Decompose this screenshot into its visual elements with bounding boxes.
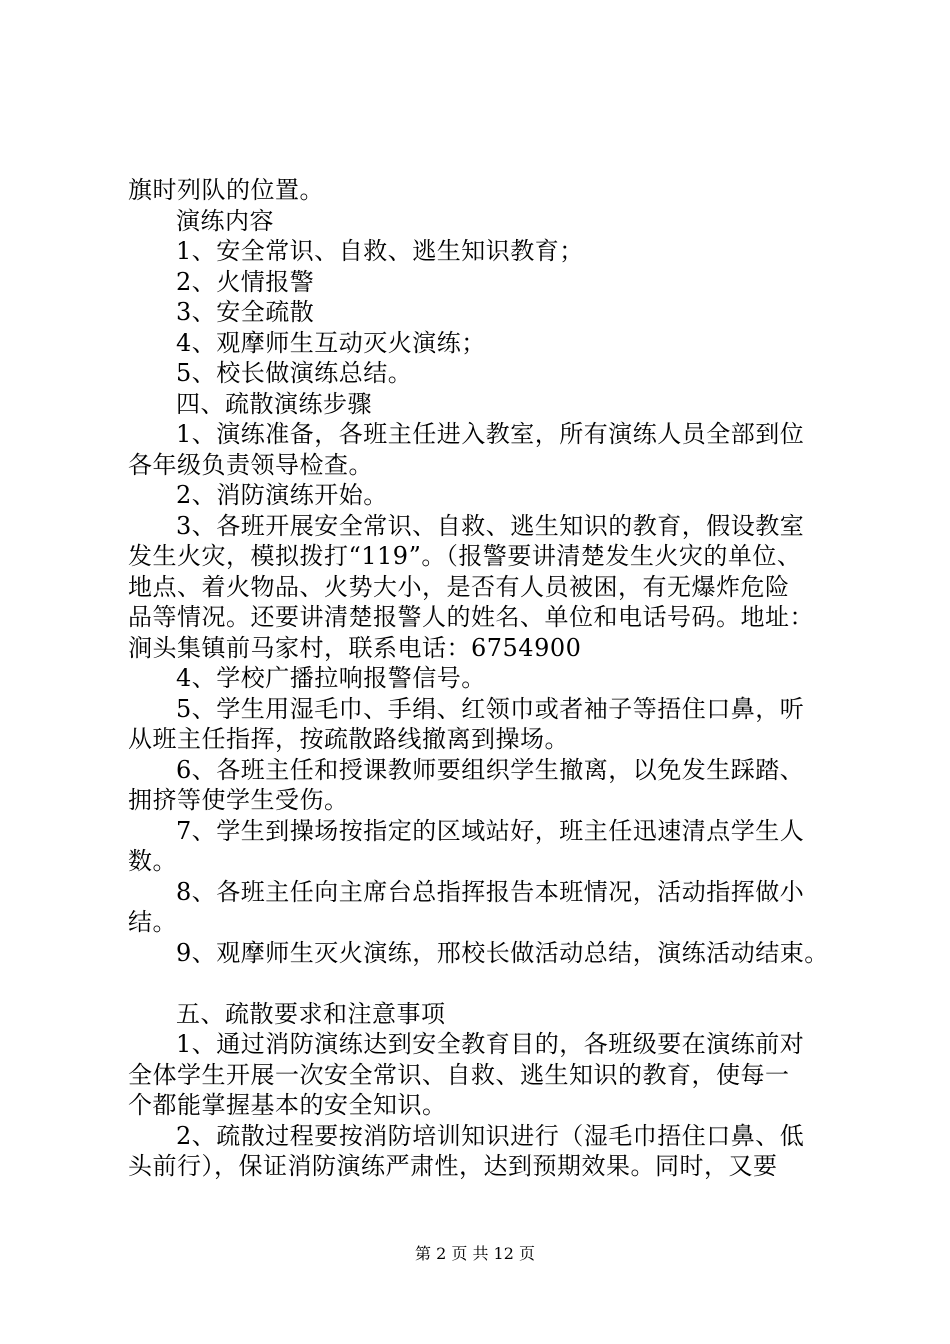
text-line: 各年级负责领导检查。 <box>128 450 373 479</box>
text-line: 结。 <box>128 908 177 936</box>
text-line: 3、各班开展安全常识、自救、逃生知识的教育，假设教室 <box>176 511 805 540</box>
text-line: 5、校长做演练总结。 <box>176 359 413 387</box>
text-line: 全体学生开展一次安全常识、自救、逃生知识的教育，使每一 <box>128 1060 790 1089</box>
document-body <box>128 175 858 1182</box>
text-line: 6、各班主任和授课教师要组织学生撤离，以免发生踩踏、 <box>176 755 805 784</box>
page-footer: 第 2 页 共 12 页 <box>415 1244 535 1263</box>
text-line: 演练内容 <box>176 206 274 235</box>
text-line: 5、学生用湿毛巾、手绢、红领巾或者袖子等捂住口鼻，听 <box>176 694 805 723</box>
text-line: 从班主任指挥，按疏散路线撤离到操场。 <box>128 725 569 753</box>
text-line: 个都能掌握基本的安全知识。 <box>128 1091 447 1119</box>
text-line: 地点、着火物品、火势大小，是否有人员被困，有无爆炸危险 <box>128 572 790 601</box>
text-line: 五、疏散要求和注意事项 <box>176 999 446 1028</box>
blank-line <box>128 968 858 999</box>
text-line: 2、疏散过程要按消防培训知识进行（湿毛巾捂住口鼻、低 <box>176 1121 805 1150</box>
text-line: 发生火灾，模拟拨打“119”。（报警要讲清楚发生火灾的单位、 <box>128 542 802 570</box>
text-line: 四、疏散演练步骤 <box>176 389 372 418</box>
text-line: 2、消防演练开始。 <box>176 481 388 509</box>
text-line: 1、安全常识、自救、逃生知识教育； <box>176 237 584 265</box>
text-line: 涧头集镇前马家村，联系电话：6754900 <box>128 633 582 662</box>
text-line: 品等情况。还要讲清楚报警人的姓名、单位和电话号码。地址： <box>128 603 814 631</box>
text-line: 拥挤等使学生受伤。 <box>128 786 349 814</box>
text-line: 头前行），保证消防演练严肃性，达到预期效果。同时，又要 <box>128 1152 778 1180</box>
text-line: 数。 <box>128 847 177 875</box>
text-line: 7、学生到操场按指定的区域站好，班主任迅速清点学生人 <box>176 816 805 845</box>
text-line: 1、演练准备，各班主任进入教室，所有演练人员全部到位 <box>176 420 805 448</box>
text-line: 1、通过消防演练达到安全教育目的，各班级要在演练前对 <box>176 1030 805 1058</box>
text-line: 旗时列队的位置。 <box>128 176 324 204</box>
text-line: 4、学校广播拉响报警信号。 <box>176 664 486 692</box>
text-line: 4、观摩师生互动灭火演练； <box>176 328 486 357</box>
text-line: 2、火情报警 <box>176 267 315 296</box>
text-line: 3、安全疏散 <box>176 298 315 326</box>
text-line: 9、观摩师生灭火演练，邢校长做活动总结，演练活动结束。 <box>176 938 829 967</box>
text-line: 8、各班主任向主席台总指挥报告本班情况，活动指挥做小 <box>176 877 805 906</box>
